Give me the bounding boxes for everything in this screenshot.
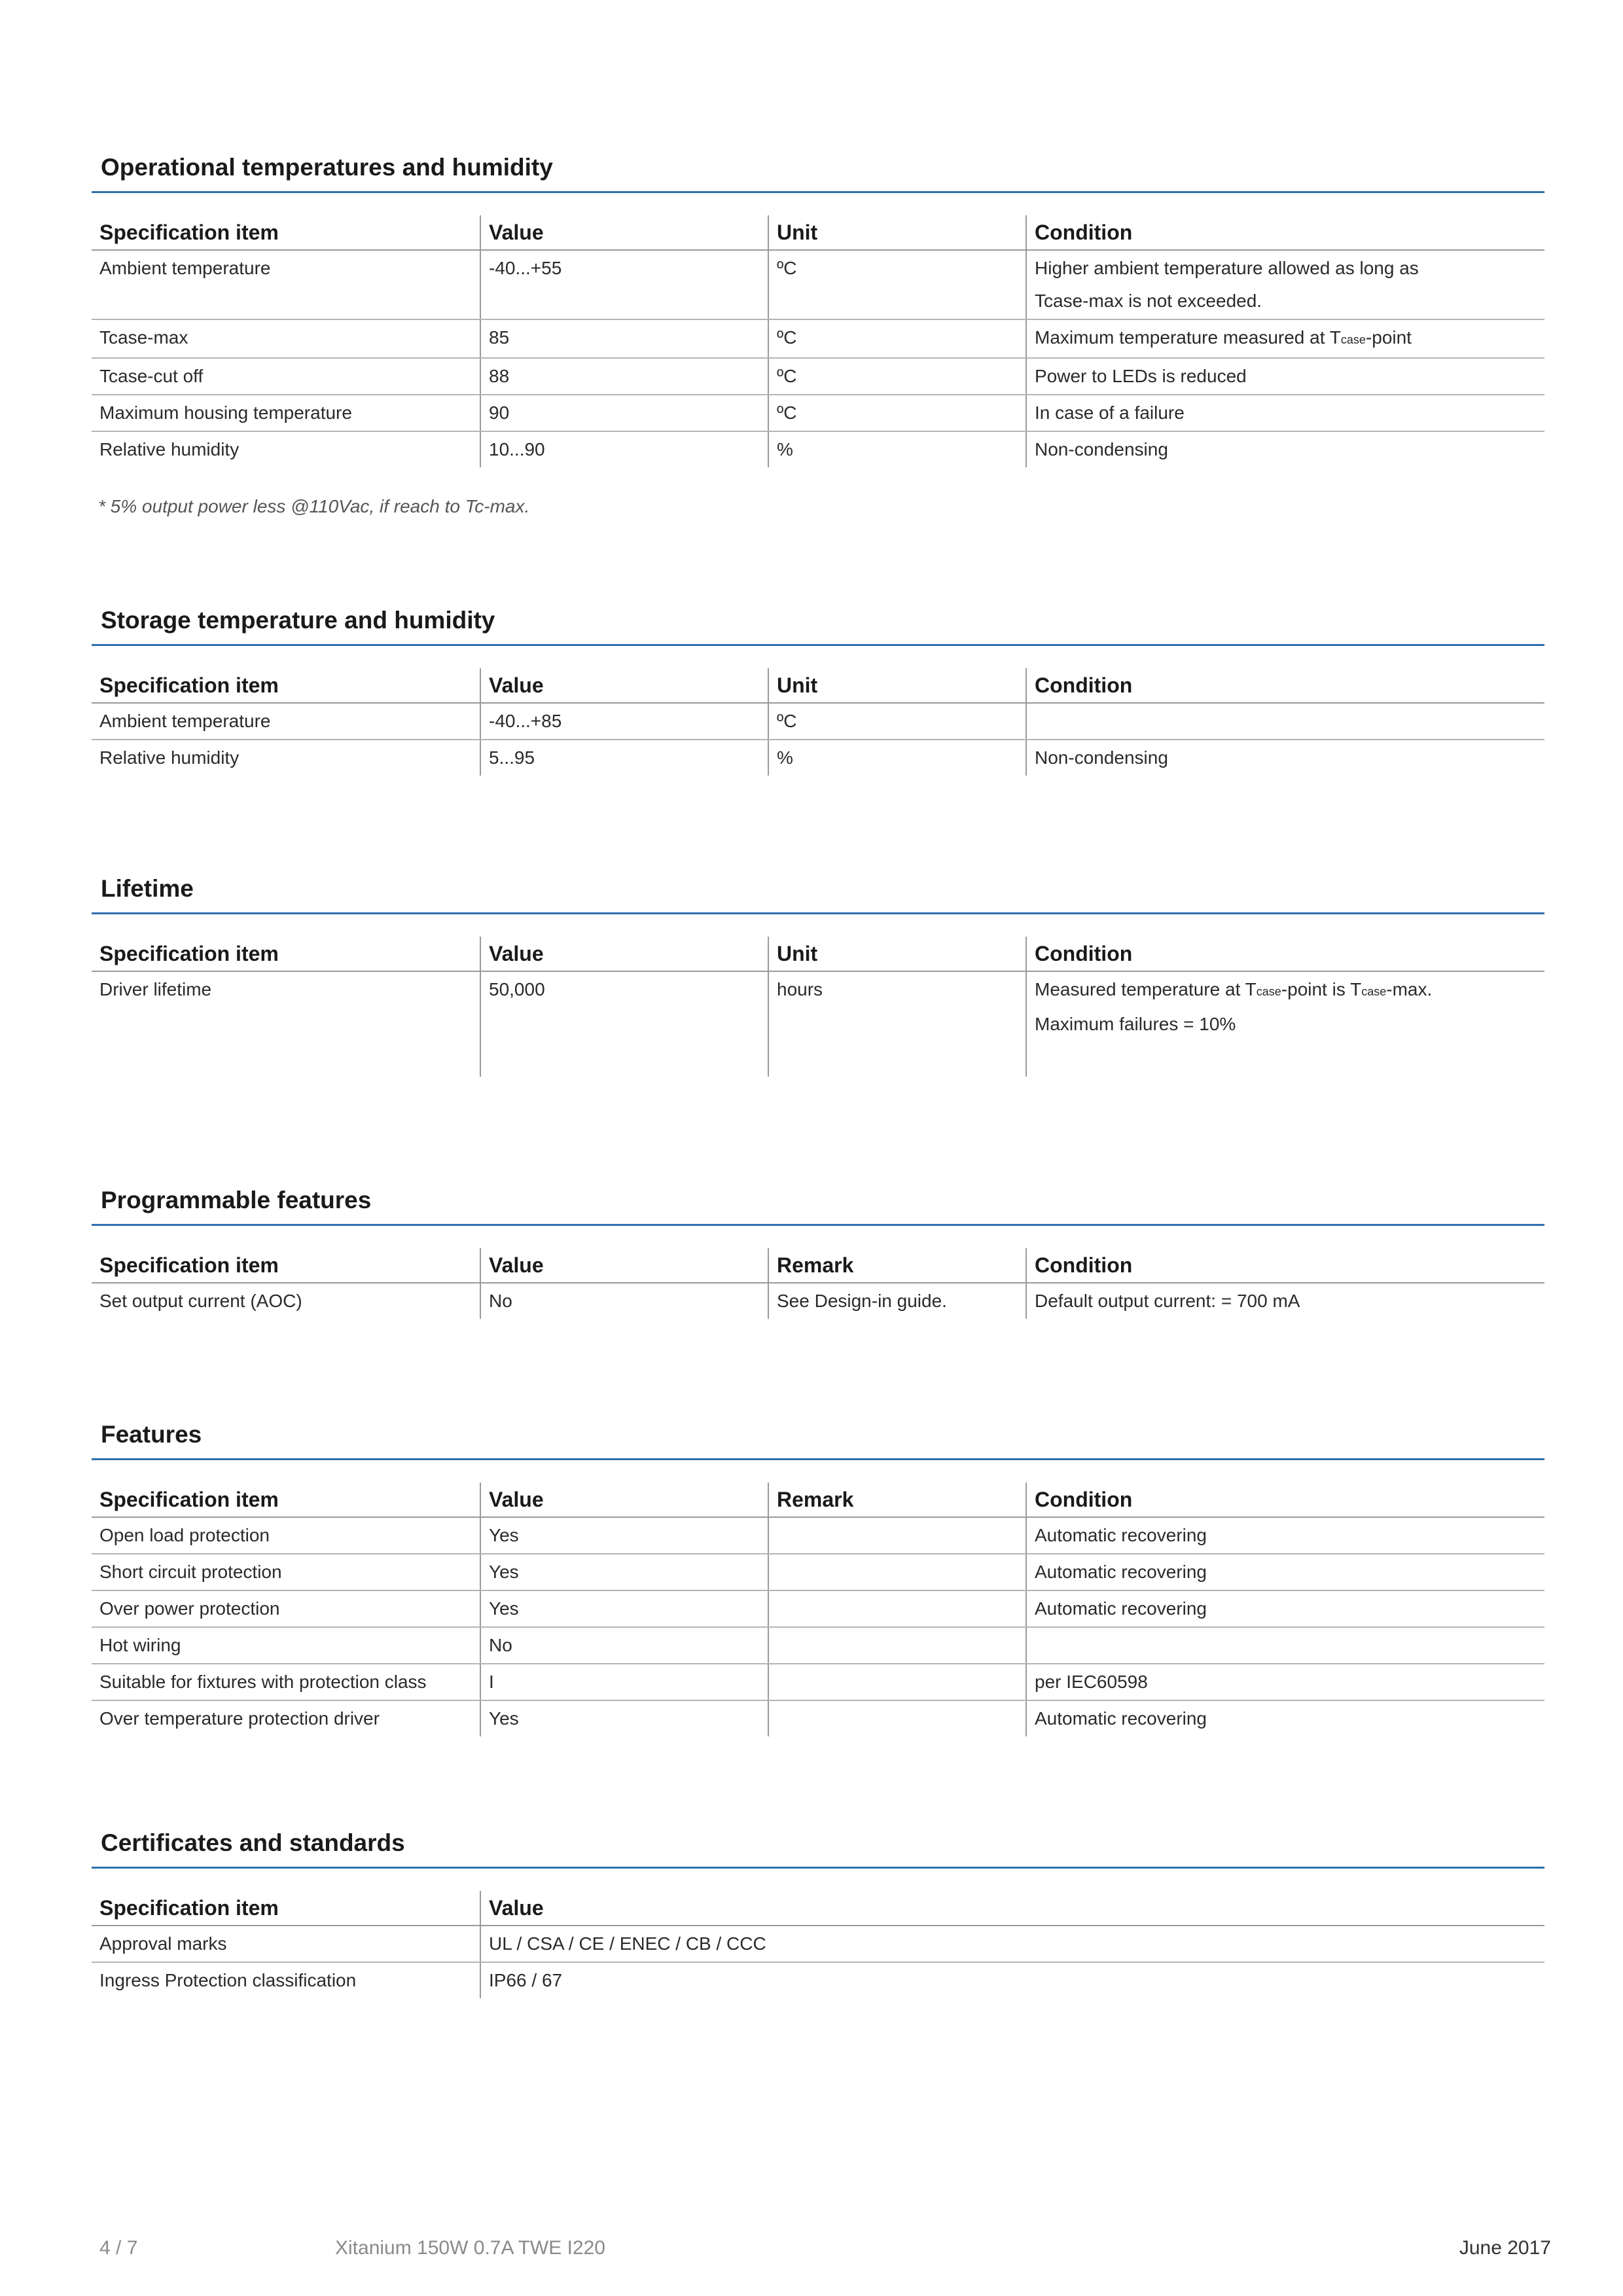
cell-item: Approval marks xyxy=(92,1926,480,1962)
column-header: Specification item xyxy=(92,668,480,703)
table-row xyxy=(92,1700,1544,1736)
cell-item: Open load protection xyxy=(92,1517,480,1554)
subscript-case: case xyxy=(1361,985,1387,998)
cell-value: 90 xyxy=(480,395,768,431)
cell-condition xyxy=(1026,971,1544,1077)
cell-remark xyxy=(768,1554,1026,1590)
cell-item: Over temperature protection driver xyxy=(99,1708,380,1729)
cell-condition: Non-condensing xyxy=(1026,740,1544,776)
column-header: Specification item xyxy=(92,215,480,250)
column-header: Unit xyxy=(768,937,1026,971)
features-table xyxy=(92,1482,1544,1736)
cell-condition: per IEC60598 xyxy=(1026,1664,1544,1700)
table-row xyxy=(92,1926,1544,1962)
cell-condition: Automatic recovering xyxy=(1026,1700,1544,1736)
table-row xyxy=(92,358,1544,395)
lifetime-table xyxy=(92,937,1544,1077)
cell-condition: In case of a failure xyxy=(1026,395,1544,431)
section-title: Lifetime xyxy=(101,875,194,902)
section-title: Storage temperature and humidity xyxy=(101,607,495,634)
cell-remark xyxy=(768,1664,1026,1700)
cell-remark xyxy=(768,1700,1026,1736)
cell-value: -40...+85 xyxy=(480,703,768,740)
table-header-row xyxy=(92,215,1544,250)
cell-item: Over power protection xyxy=(92,1590,480,1627)
document-date: June 2017 xyxy=(1459,2237,1551,2259)
table-row xyxy=(92,319,1544,358)
table-row xyxy=(92,1664,1544,1700)
cell-item: Relative humidity xyxy=(99,439,240,459)
cell-item: Hot wiring xyxy=(92,1627,480,1664)
column-header: Specification item xyxy=(92,1248,480,1283)
condition-text: Maximum temperature measured at T xyxy=(1035,327,1341,348)
section-programmable xyxy=(92,1181,1544,1319)
programmable-table xyxy=(92,1248,1544,1319)
cell-value: I xyxy=(480,1664,768,1700)
cell-condition: Automatic recovering xyxy=(1026,1590,1544,1627)
column-header: Value xyxy=(480,1482,768,1517)
section-features xyxy=(92,1415,1544,1736)
cell-value: 10...90 xyxy=(480,431,768,467)
condition-text: Measured temperature at T xyxy=(1035,979,1257,999)
column-header: Condition xyxy=(1026,1248,1544,1283)
column-header: Condition xyxy=(1026,937,1544,971)
table-row xyxy=(92,971,1544,1077)
column-header: Condition xyxy=(1026,215,1544,250)
table-header-row xyxy=(92,668,1544,703)
table-row xyxy=(92,1283,1544,1319)
product-name: Xitanium 150W 0.7A TWE I220 xyxy=(335,2237,605,2259)
section-title: Features xyxy=(101,1421,202,1448)
cell-condition: Default output current: = 700 mA xyxy=(1026,1283,1544,1319)
cell-unit: ºC xyxy=(768,703,1026,740)
table-row xyxy=(92,1962,1544,1998)
title-rule xyxy=(92,1867,1544,1869)
cell-condition xyxy=(1026,250,1544,319)
table-row xyxy=(92,740,1544,776)
cell-remark: See Design-in guide. xyxy=(768,1283,1026,1319)
cell-unit: ºC xyxy=(768,395,1026,431)
cell-item: Ambient temperature xyxy=(92,703,480,740)
cell-condition xyxy=(1026,703,1544,740)
cell-item: Driver lifetime xyxy=(99,979,212,999)
column-header: Value xyxy=(480,937,768,971)
column-header: Remark xyxy=(768,1482,1026,1517)
table-row xyxy=(92,703,1544,740)
cell-unit: ºC xyxy=(768,250,1026,319)
column-header: Specification item xyxy=(92,1891,480,1926)
cell-unit: % xyxy=(768,431,1026,467)
title-rule xyxy=(92,912,1544,914)
column-header: Condition xyxy=(1026,1482,1544,1517)
column-header: Value xyxy=(480,1248,768,1283)
table-header-row xyxy=(92,1248,1544,1283)
condition-line: Higher ambient temperature allowed as long as xyxy=(1035,258,1419,278)
cell-item: Relative humidity xyxy=(99,747,240,768)
column-header: Remark xyxy=(768,1248,1026,1283)
cell-condition: Non-condensing xyxy=(1026,431,1544,467)
table-header-row xyxy=(92,1482,1544,1517)
section-storage xyxy=(92,601,1544,776)
title-rule xyxy=(92,644,1544,646)
cell-remark xyxy=(768,1517,1026,1554)
title-rule xyxy=(92,1224,1544,1226)
cell-condition: Automatic recovering xyxy=(1026,1554,1544,1590)
table-header-row xyxy=(92,1891,1544,1926)
storage-table xyxy=(92,668,1544,776)
table-row xyxy=(92,1554,1544,1590)
section-operational xyxy=(92,148,1544,467)
column-header: Value xyxy=(480,1891,1544,1926)
column-header: Specification item xyxy=(92,937,480,971)
condition-line: Maximum failures = 10% xyxy=(1035,1014,1236,1034)
section-title: Operational temperatures and humidity xyxy=(101,154,553,181)
table-row xyxy=(92,1627,1544,1664)
condition-line xyxy=(1035,973,1537,1008)
certificates-table xyxy=(92,1891,1544,1998)
column-header: Value xyxy=(480,668,768,703)
table-row xyxy=(92,1517,1544,1554)
column-header: Condition xyxy=(1026,668,1544,703)
cell-value: 50,000 xyxy=(480,971,768,1077)
condition-text: -point xyxy=(1365,327,1412,348)
cell-condition: Automatic recovering xyxy=(1026,1517,1544,1554)
table-row xyxy=(92,1590,1544,1627)
section-title: Certificates and standards xyxy=(101,1829,405,1856)
cell-value: -40...+55 xyxy=(480,250,768,319)
subscript-case: case xyxy=(1256,985,1281,998)
cell-item: Maximum housing temperature xyxy=(92,395,480,431)
cell-item: Suitable for fixtures with protection class xyxy=(92,1664,480,1700)
condition-text: -max. xyxy=(1386,979,1433,999)
condition-text: -point is T xyxy=(1281,979,1362,999)
title-rule xyxy=(92,191,1544,193)
cell-value: UL / CSA / CE / ENEC / CB / CCC xyxy=(480,1926,1544,1962)
cell-value: Yes xyxy=(480,1590,768,1627)
table-header-row xyxy=(92,937,1544,971)
cell-value: Yes xyxy=(480,1700,768,1736)
column-header: Value xyxy=(480,215,768,250)
column-header: Specification item xyxy=(92,1482,480,1517)
cell-value: No xyxy=(480,1283,768,1319)
cell-remark xyxy=(768,1590,1026,1627)
footnote: * 5% output power less @110Vac, if reach to Tc-max. xyxy=(98,496,530,516)
cell-value: Yes xyxy=(480,1517,768,1554)
cell-item: Ingress Protection classification xyxy=(99,1970,357,1990)
cell-condition: Power to LEDs is reduced xyxy=(1026,358,1544,395)
cell-unit: ºC xyxy=(768,319,1026,358)
column-header: Unit xyxy=(768,668,1026,703)
cell-value: No xyxy=(480,1627,768,1664)
cell-value: Yes xyxy=(480,1554,768,1590)
subscript-case: case xyxy=(1340,333,1366,346)
cell-value: IP66 / 67 xyxy=(480,1962,1544,1998)
cell-item: Tcase-cut off xyxy=(92,358,480,395)
cell-condition xyxy=(1026,319,1544,358)
section-lifetime xyxy=(92,869,1544,1077)
table-row xyxy=(92,250,1544,319)
cell-remark xyxy=(768,1627,1026,1664)
cell-unit: hours xyxy=(768,971,1026,1077)
section-title: Programmable features xyxy=(101,1187,372,1213)
cell-unit: % xyxy=(768,740,1026,776)
cell-item: Set output current (AOC) xyxy=(99,1291,302,1311)
page-number: 4 / 7 xyxy=(99,2237,138,2259)
cell-value: 88 xyxy=(480,358,768,395)
cell-condition xyxy=(1026,1627,1544,1664)
operational-table xyxy=(92,215,1544,467)
cell-item: Ambient temperature xyxy=(92,250,480,319)
condition-line: Tcase-max is not exceeded. xyxy=(1035,291,1262,311)
section-certificates xyxy=(92,1823,1544,1998)
cell-item: Tcase-max xyxy=(92,319,480,358)
cell-value: 5...95 xyxy=(480,740,768,776)
cell-value: 85 xyxy=(480,319,768,358)
title-rule xyxy=(92,1458,1544,1460)
cell-item: Short circuit protection xyxy=(92,1554,480,1590)
column-header: Unit xyxy=(768,215,1026,250)
table-row xyxy=(92,395,1544,431)
table-row xyxy=(92,431,1544,467)
cell-unit: ºC xyxy=(768,358,1026,395)
